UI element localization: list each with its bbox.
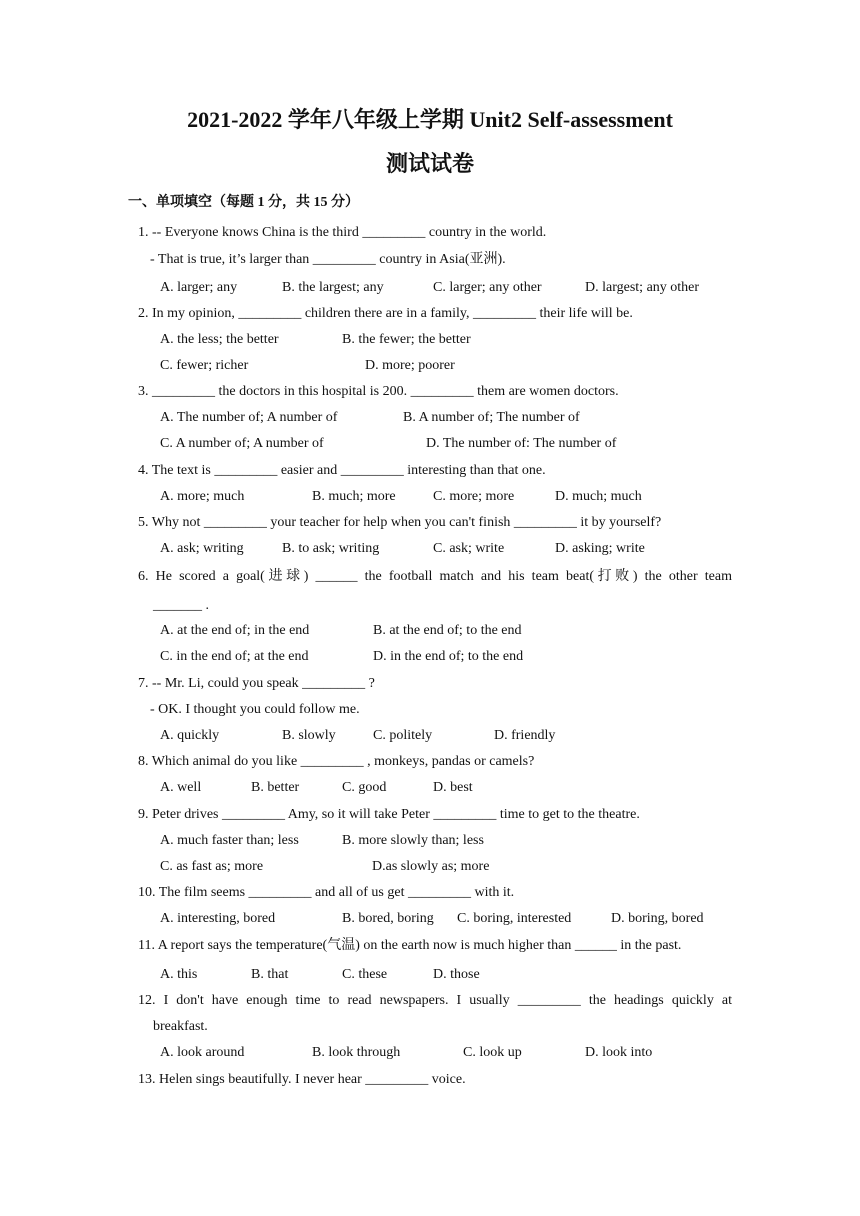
option-b: B. to ask; writing [282, 541, 380, 556]
option-b: B. A number of; The number of [403, 410, 580, 425]
question-13: 13. Helen sings beautifully. I never hear _________ voice. [138, 1072, 466, 1087]
page-title: 2021-2022 学年八年级上学期 Unit2 Self-assessment [187, 107, 673, 132]
option-d: D. asking; write [555, 541, 645, 556]
question-6-text: 6. He scored a goal(进球) ______ the football match and his team beat(打败) the other team [138, 569, 732, 584]
option-d: D. friendly [494, 728, 556, 743]
option-c: C. more; more [433, 489, 515, 504]
option-d: D. those [433, 967, 480, 982]
option-d: D. best [433, 780, 473, 795]
option-a: A. well [160, 780, 202, 795]
question-12-continued: breakfast. [153, 1019, 208, 1034]
option-a: A. at the end of; in the end [160, 623, 310, 638]
option-a: A. more; much [160, 489, 245, 504]
option-c: C. boring, interested [457, 911, 572, 926]
option-d: D. boring, bored [611, 911, 704, 926]
option-c: C. fewer; richer [160, 358, 249, 373]
option-a: A. much faster than; less [160, 833, 299, 848]
question-8: 8. Which animal do you like _________ , monkeys, pandas or camels? [138, 754, 535, 769]
option-c: C. larger; any other [433, 280, 542, 295]
question-12 [138, 991, 732, 1011]
question-6 [138, 567, 732, 587]
question-3: 3. _________ the doctors in this hospital is 200. _________ them are women doctors. [138, 384, 619, 399]
question-4: 4. The text is _________ easier and _________ interesting than that one. [138, 463, 546, 478]
option-a: A. ask; writing [160, 541, 244, 556]
question-6-continued: _______ . [153, 598, 209, 613]
option-b: B. more slowly than; less [342, 833, 484, 848]
question-10: 10. The film seems _________ and all of us get _________ with it. [138, 885, 515, 900]
option-d: D. more; poorer [365, 358, 455, 373]
question-7-response: - OK. I thought you could follow me. [150, 702, 360, 717]
option-b: B. that [251, 967, 289, 982]
option-c: C. in the end of; at the end [160, 649, 309, 664]
option-c: C. these [342, 967, 388, 982]
question-12-text: 12. I don't have enough time to read newspapers. I usually _________ the headings quickly at [138, 993, 732, 1008]
option-b: B. at the end of; to the end [373, 623, 522, 638]
option-a: A. The number of; A number of [160, 410, 338, 425]
option-b: B. much; more [312, 489, 396, 504]
option-d: D. in the end of; to the end [373, 649, 524, 664]
option-b: B. look through [312, 1045, 401, 1060]
option-a: A. interesting, bored [160, 911, 276, 926]
question-7: 7. -- Mr. Li, could you speak _________ ? [138, 676, 375, 691]
option-c: C. good [342, 780, 387, 795]
page-subtitle: 测试试卷 [385, 151, 474, 176]
section-heading: 一、单项填空（每题 1 分，共 15 分） [128, 195, 359, 210]
option-b: B. bored, boring [342, 911, 434, 926]
option-d: D. largest; any other [585, 280, 700, 295]
option-d: D. look into [585, 1045, 653, 1060]
option-d: D. much; much [555, 489, 642, 504]
option-c: C. politely [373, 728, 433, 743]
option-b: B. the fewer; the better [342, 332, 471, 347]
question-1-response: - That is true, it’s larger than _________ country in Asia(亚洲). [150, 252, 506, 267]
question-11: 11. A report says the temperature(气温) on the earth now is much higher than ______ in the past. [138, 938, 682, 953]
option-a: A. the less; the better [160, 332, 279, 347]
option-a: A. larger; any [160, 280, 238, 295]
question-1: 1. -- Everyone knows China is the third _________ country in the world. [138, 225, 547, 240]
option-a: A. quickly [160, 728, 220, 743]
option-c: C. ask; write [433, 541, 505, 556]
question-9: 9. Peter drives _________ Amy, so it will take Peter _________ time to get to the theatre. [138, 807, 640, 822]
option-c: C. look up [463, 1045, 522, 1060]
option-b: B. the largest; any [282, 280, 384, 295]
option-d: D.as slowly as; more [372, 859, 490, 874]
option-b: B. better [251, 780, 300, 795]
question-5: 5. Why not _________ your teacher for help when you can't finish _________ it by yourself? [138, 515, 662, 530]
option-c: C. as fast as; more [160, 859, 264, 874]
question-2: 2. In my opinion, _________ children there are in a family, _________ their life will be. [138, 306, 633, 321]
option-a: A. look around [160, 1045, 245, 1060]
option-a: A. this [160, 967, 198, 982]
option-b: B. slowly [282, 728, 336, 743]
option-c: C. A number of; A number of [160, 436, 324, 451]
option-d: D. The number of: The number of [426, 436, 617, 451]
